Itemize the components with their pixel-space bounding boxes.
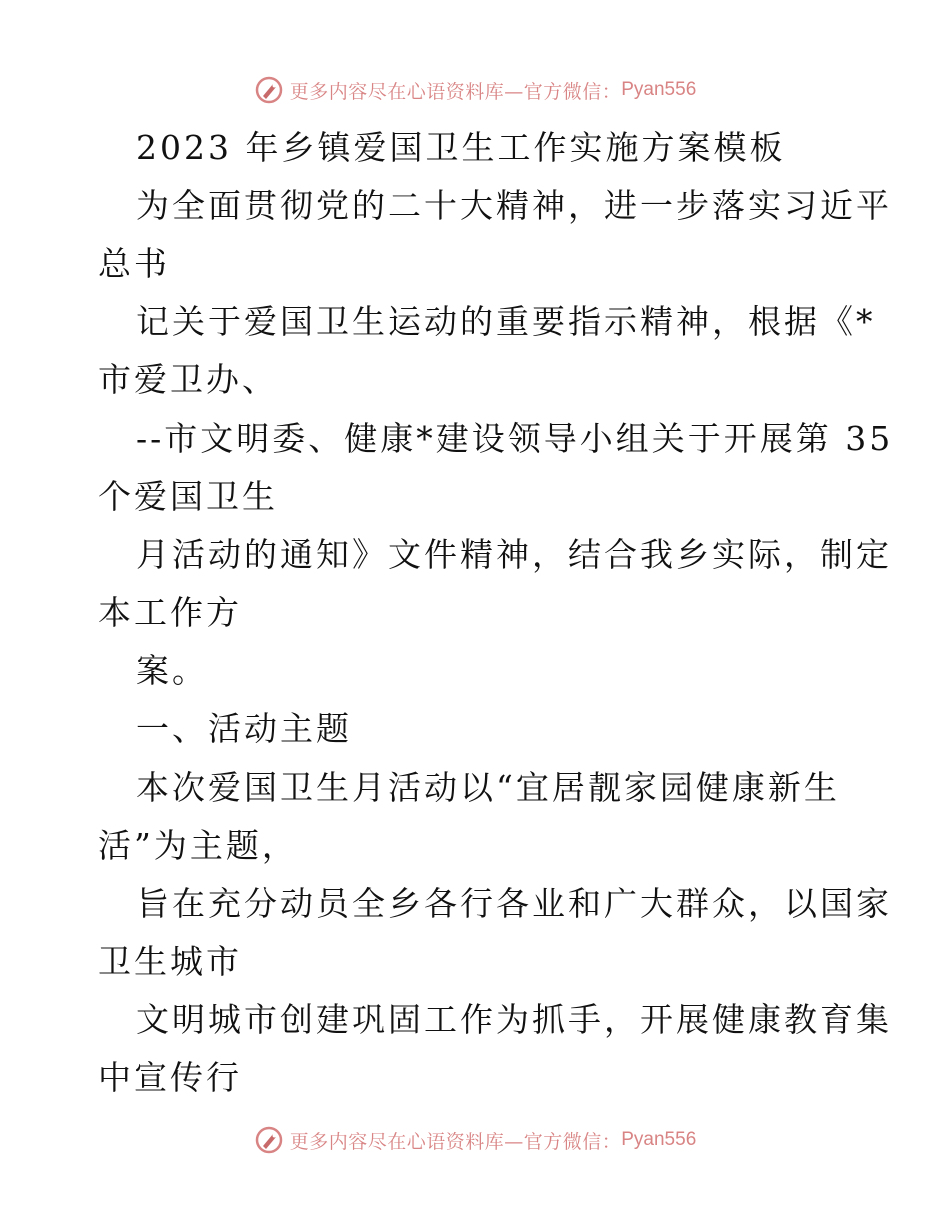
paragraph-line: 记关于爱国卫生运动的重要指示精神，根据《* [136,302,876,341]
section-heading: 一、活动主题 [136,709,352,748]
paragraph-line: 市爱卫办、 [98,360,278,399]
paragraph-line: --市文明委、健康*建设领导小组关于开展第 35 [136,419,894,458]
paragraph-line: 月活动的通知》文件精神，结合我乡实际，制定 [136,535,892,574]
pen-nib-logo-icon [254,75,284,105]
footer-watermark [0,1120,950,1160]
paragraph-line: 卫生城市 [98,942,242,981]
paragraph-line: 本次爱国卫生月活动以“宜居靓家园健康新生 [136,768,840,807]
watermark-text: 更多内容尽在心语资料库—官方微信： [289,80,622,103]
paragraph-line: 本工作方 [98,593,242,632]
paragraph-line: 总书 [98,244,170,283]
header-watermark [0,70,950,110]
document-title: 2023 年乡镇爱国卫生工作实施方案模板 [136,128,786,167]
watermark-handle: Pyan556 [621,79,697,100]
paragraph-line: 活”为主题， [98,826,298,865]
pen-nib-logo-icon [254,1125,284,1155]
watermark-handle: Pyan556 [621,1129,697,1150]
paragraph-line: 文明城市创建巩固工作为抓手，开展健康教育集 [136,1000,892,1039]
paragraph-line: 案。 [136,651,208,690]
watermark-text: 更多内容尽在心语资料库—官方微信： [289,1130,622,1153]
paragraph-line: 旨在充分动员全乡各行各业和广大群众，以国家 [136,884,892,923]
paragraph-line: 为全面贯彻党的二十大精神，进一步落实习近平 [136,186,892,225]
paragraph-line: 个爱国卫生 [98,477,278,516]
paragraph-line: 中宣传行 [98,1058,242,1097]
